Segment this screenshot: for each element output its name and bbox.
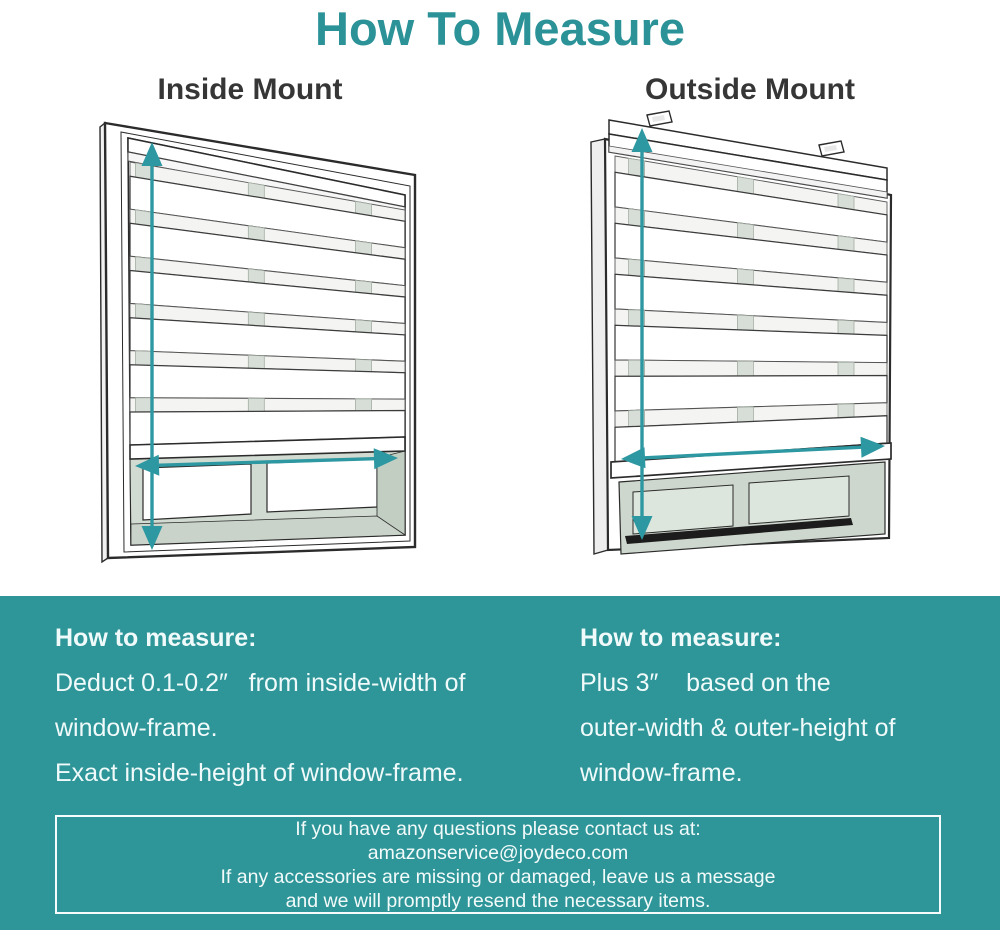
fabric-tab bbox=[838, 362, 854, 376]
fabric-tab bbox=[136, 304, 152, 319]
fabric-tab bbox=[838, 236, 854, 251]
fabric-tab bbox=[356, 359, 372, 371]
outside-instruction-line: window-frame. bbox=[580, 759, 743, 787]
inside-mount-diagram bbox=[88, 110, 488, 590]
contact-line: If any accessories are missing or damaged, leave us a message bbox=[220, 865, 776, 888]
contact-line: If you have any questions please contact us at: bbox=[295, 817, 701, 840]
inside-mount-label: Inside Mount bbox=[157, 73, 343, 106]
inside-instruction-line: window-frame. bbox=[55, 714, 218, 742]
fabric-tab bbox=[737, 315, 753, 330]
fabric-tab bbox=[356, 399, 372, 411]
fabric-tab bbox=[838, 320, 854, 334]
window-pane bbox=[267, 459, 377, 512]
fabric-tab bbox=[136, 351, 152, 366]
fabric-tab bbox=[737, 223, 753, 240]
fabric-tab bbox=[838, 404, 854, 418]
fabric-tab bbox=[356, 320, 372, 333]
fabric-tab bbox=[248, 398, 264, 411]
fabric-tab bbox=[737, 269, 753, 285]
window-pane bbox=[633, 485, 733, 534]
fabric-tab bbox=[136, 210, 152, 226]
blind-bands bbox=[615, 156, 887, 462]
fabric-tab bbox=[136, 398, 152, 412]
instructions-section bbox=[0, 596, 1000, 930]
fabric-tab bbox=[737, 361, 753, 376]
outside-instruction-line: Plus 3″ based on the bbox=[580, 669, 831, 697]
outside-instructions-heading: How to measure: bbox=[580, 624, 782, 652]
fabric-tab bbox=[248, 355, 264, 368]
fabric-tab bbox=[248, 269, 264, 284]
inside-mount-instructions bbox=[55, 616, 465, 796]
contact-line: and we will promptly resend the necessary items. bbox=[285, 889, 711, 912]
outside-instruction-line: outer-width & outer-height of bbox=[580, 714, 896, 742]
inside-instruction-line: Exact inside-height of window-frame. bbox=[55, 759, 464, 787]
contact-box bbox=[55, 815, 941, 914]
inside-instruction-line: Deduct 0.1-0.2″ from inside-width of bbox=[55, 669, 466, 697]
fabric-tab bbox=[136, 257, 152, 273]
fabric-tab bbox=[248, 312, 264, 326]
inside-instructions-heading: How to measure: bbox=[55, 624, 257, 652]
outside-mount-label: Outside Mount bbox=[645, 73, 855, 106]
fabric-tab bbox=[838, 278, 854, 293]
fabric-tab bbox=[737, 407, 753, 422]
blind-bands bbox=[130, 162, 405, 445]
page-title: How To Measure bbox=[315, 2, 685, 55]
outside-mount-instructions bbox=[580, 616, 895, 796]
outside-mount-diagram bbox=[555, 110, 985, 590]
fabric-tab bbox=[356, 280, 372, 293]
window-pane bbox=[749, 476, 849, 524]
contact-email: amazonservice@joydeco.com bbox=[367, 841, 629, 864]
